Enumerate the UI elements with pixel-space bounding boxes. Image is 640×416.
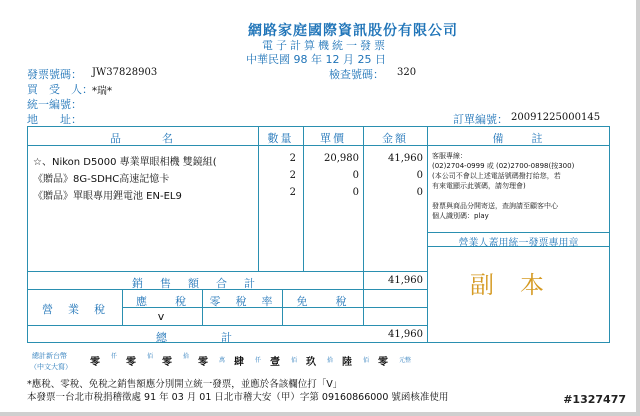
sales-total-label: 銷 售 額 合 計 xyxy=(132,277,258,290)
item-name: ☆、Nikon D5000 專業單眼相機 雙鏡組( xyxy=(33,157,217,168)
exempt-label: 免 稅 xyxy=(296,295,349,308)
words-unit: 拾 xyxy=(327,357,334,364)
order-no-label: 訂單編號： xyxy=(453,113,508,126)
item-price: 0 xyxy=(352,170,359,181)
invoice-title: 電子計算機統一發票 xyxy=(262,39,388,52)
sales-total: 41,960 xyxy=(388,275,423,286)
copy-stamp: 副本 xyxy=(470,271,570,299)
price-header: 單價 xyxy=(320,132,346,145)
tax-bottom-line xyxy=(27,325,427,326)
words-digit: 零 xyxy=(162,357,172,368)
remark-note: 客服專線： xyxy=(432,152,467,160)
words-unit: 萬 xyxy=(219,357,226,364)
words-unit: 元整 xyxy=(399,357,412,364)
item-name: 《贈品》單眼專用鋰電池 EN-EL9 xyxy=(33,191,182,202)
stamp-label: 營業人蓋用統一發票專用章 xyxy=(458,238,579,249)
stamp-top-line xyxy=(427,232,610,233)
words-unit: 佰 xyxy=(291,357,298,364)
words-unit: 佰 xyxy=(363,357,370,364)
zero-tax-label: 零 稅 率 xyxy=(209,295,275,308)
item-qty: 2 xyxy=(289,153,296,164)
order-no: 20091225000145 xyxy=(511,112,601,123)
tax-label: 營 業 稅 xyxy=(42,303,107,316)
address-label: 地 址： xyxy=(27,113,82,126)
words-unit: 仟 xyxy=(255,357,262,364)
words-unit: 仟 xyxy=(111,353,118,360)
words-digit: 零 xyxy=(198,357,208,368)
amount-header: 金額 xyxy=(382,132,408,145)
buyer-label: 買 受 人： xyxy=(27,83,93,96)
taxable-label: 應 稅 xyxy=(136,295,188,308)
items-bottom-line xyxy=(27,271,427,272)
check-no: 320 xyxy=(397,67,417,78)
item-amount: 41,960 xyxy=(388,153,423,164)
remark-note: (02)2704-0999 或 (02)2700-0898(按300) xyxy=(432,162,575,170)
words-digit: 零 xyxy=(90,357,100,368)
grand-total: 41,960 xyxy=(388,329,423,340)
invoice-no: JW37828903 xyxy=(92,67,158,78)
tax-id-label: 統一編號： xyxy=(27,98,82,111)
words-digit: 零 xyxy=(126,357,136,368)
check-no-label: 檢查號碼： xyxy=(329,68,384,81)
price-col-line xyxy=(303,126,304,271)
words-digit: 玖 xyxy=(306,357,316,368)
remark-header: 備 註 xyxy=(492,132,545,145)
words-label-line1: 總計新台幣 xyxy=(32,352,67,360)
words-digit: 肆 xyxy=(234,357,244,368)
buyer-name: *瑞* xyxy=(92,86,112,97)
remark-note: 有來電顯示此號碼，請勿理會) xyxy=(432,182,526,190)
item-price: 20,980 xyxy=(324,153,359,164)
watermark-id: #1327477 xyxy=(563,393,626,406)
remark-note: (本公司不會以上述電話號碼撥打給您，若 xyxy=(432,172,561,180)
remark-note: 個人識別碼：play xyxy=(432,212,489,220)
invoice-date: 中華民國 98 年 12 月 25 日 xyxy=(246,53,386,66)
item-qty: 2 xyxy=(289,187,296,198)
grand-total-label: 總 計 xyxy=(156,331,234,344)
words-digit: 陸 xyxy=(342,357,352,368)
qty-col-line xyxy=(258,126,259,271)
words-unit: 佰 xyxy=(147,353,154,360)
company-name: 網路家庭國際資訊股份有限公司 xyxy=(248,23,458,39)
footer-approval-note: 本發票一台北市稅捐稽徵處 91 年 03 月 01 日北市稽大安（甲）字第 09160866000 號函核准使用 xyxy=(27,392,449,403)
words-label-line2: （中文大寫） xyxy=(30,363,72,371)
remark-note: 發票與商品分開寄送，查詢請至顧客中心 xyxy=(432,202,558,210)
footer-tax-note: *應稅、零稅、免稅之銷售額應分別開立統一發票，並應於各該欄位打「V」 xyxy=(27,379,343,390)
words-digit: 壹 xyxy=(270,357,280,368)
taxable-mark: v xyxy=(157,310,167,323)
item-name: 《贈品》8G-SDHC高速記憶卡 xyxy=(33,174,170,185)
qty-header: 數量 xyxy=(267,132,294,145)
item-amount: 0 xyxy=(416,187,423,198)
item-header: 品 名 xyxy=(110,132,175,145)
item-price: 0 xyxy=(352,187,359,198)
words-digit: 零 xyxy=(378,357,388,368)
invoice-no-label: 發票號碼： xyxy=(27,68,82,81)
item-amount: 0 xyxy=(416,170,423,181)
words-unit: 拾 xyxy=(183,353,190,360)
item-qty: 2 xyxy=(289,170,296,181)
